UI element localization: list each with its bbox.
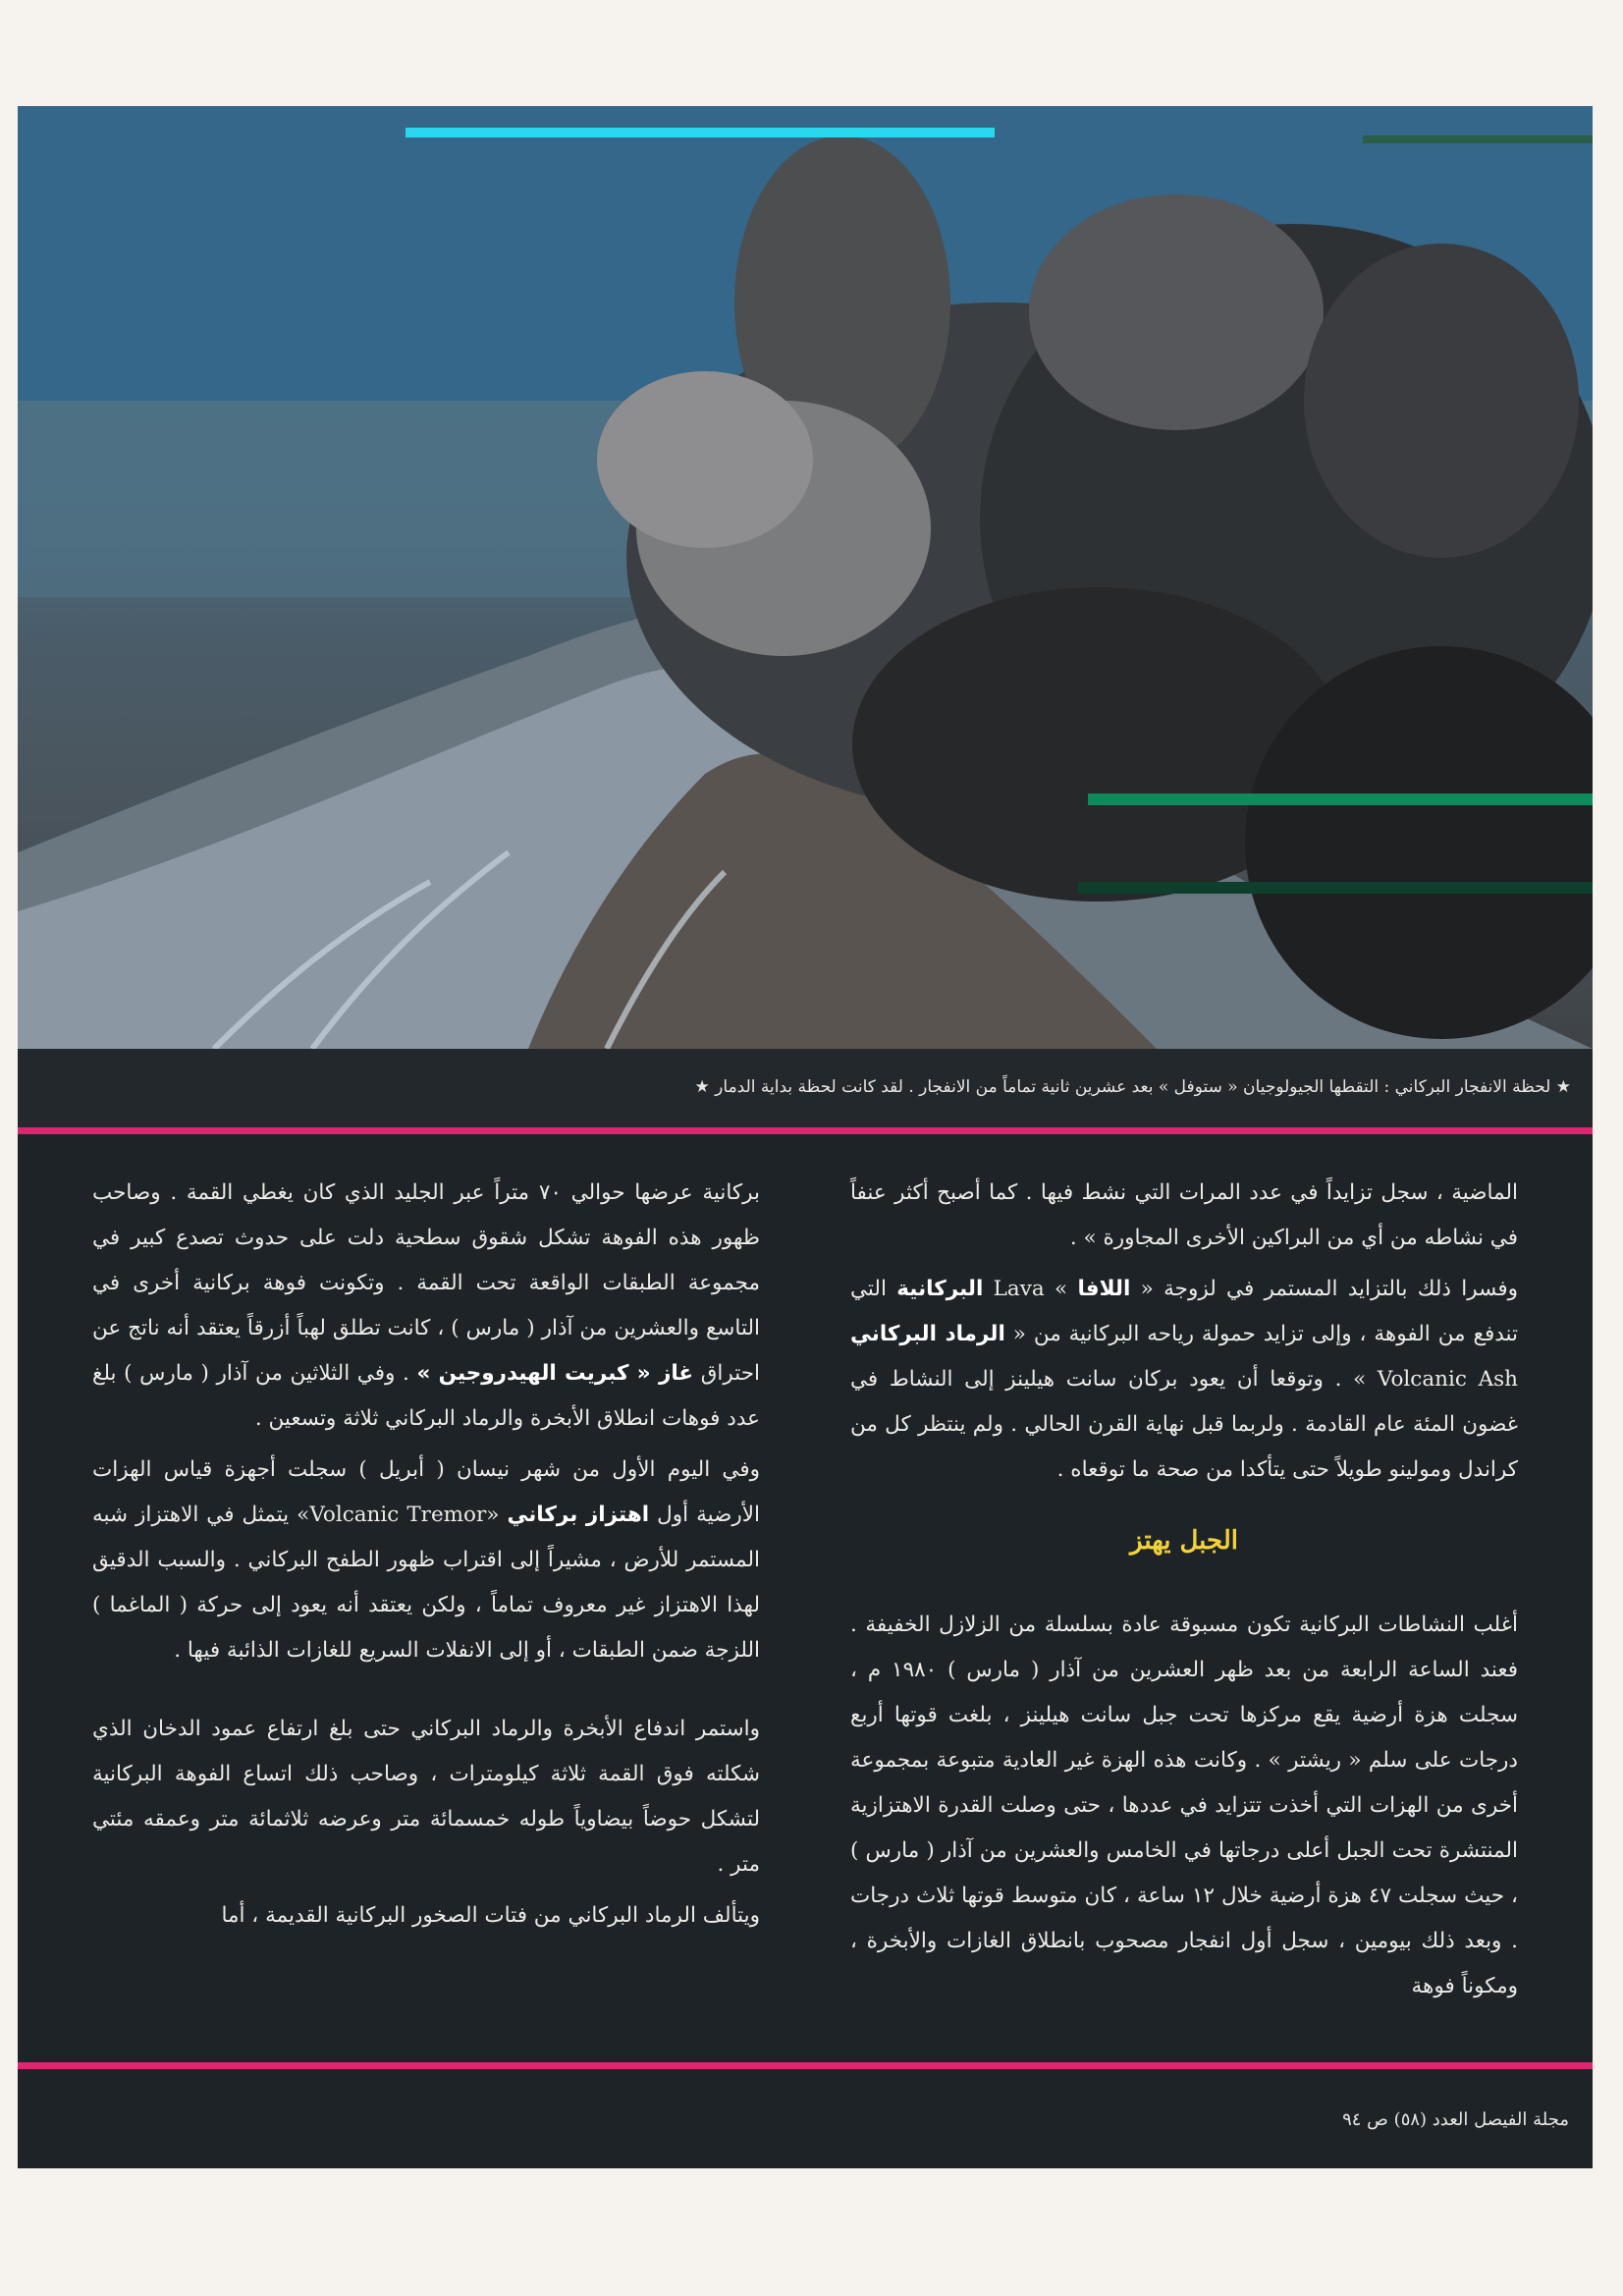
section-heading: الجبل يهتز <box>1130 1526 1238 1556</box>
paragraph: بركانية عرضها حوالي ٧٠ متراً عبر الجليد الذي كان يغطي القمة . وصاحب ظهور هذه الفوهة تشكل شقوق سطحية دلت على حدوث تصدع كبير في مجموعة الطبقات الواقعة تحت القمة . وتكونت فوهة بركانية أخرى في التاسع والعشرين من آذار ( مارس ) ، كانت تطلق لهباً أزرقاً يعتقد أنه ناتج عن احتراق غاز « كبريت الهيدروجين » . وفي الثلاثين من آذار ( مارس ) بلغ عدد فوهات انطلاق الأبخرة والرماد البركاني ثلاثة وتسعين . <box>92 1180 760 1431</box>
photo-caption: ★ لحظة الانفجار البركاني : التقطها الجيولوجيان « ستوفل » بعد عشرين ثانية تماماً من الانفجار . لقد كانت لحظة بداية الدمار ★ <box>694 1077 1571 1097</box>
bottom-divider <box>18 2062 1593 2069</box>
keyword: اللافا <box>1077 1277 1131 1301</box>
paragraph: ويتألف الرماد البركاني من فتات الصخور البركانية القديمة ، أما <box>221 1903 760 1928</box>
caption-bar <box>18 1049 1593 1127</box>
right-column <box>850 1171 1518 2015</box>
keyword: غاز « كبريت الهيدروجين » <box>416 1361 694 1386</box>
paragraph: الماضية ، سجل تزايداً في عدد المرات التي نشط فيها . كما أصبح أكثر عنفاً في نشاطه من أي من البراكين الأخرى المجاورة » . <box>850 1180 1518 1250</box>
magazine-page <box>18 106 1593 2168</box>
top-divider <box>18 1127 1593 1134</box>
paragraph: وفسرا ذلك بالتزايد المستمر في لزوجة « اللافا » Lava البركانية التي تندفع من الفوهة ، وإلى تزايد حمولة رياحه البركانية من « الرماد البركاني Volcanic Ash » . وتوقعا أن يعود بركان سانت هيلينز إلى النشاط في غضون المئة عام القادمة . ولربما قبل نهاية القرن الحالي . ولم ينتظر كل من كراندل ومولينو طويلاً حتى يتأكدا من صحة ما توقعاه . <box>850 1277 1518 1482</box>
paragraph: واستمر اندفاع الأبخرة والرماد البركاني حتى بلغ ارتفاع عمود الدخان الذي شكلته فوق القمة ثلاثة كيلومترات ، وصاحب ذلك اتساع الفوهة البركانية لتشكل حوضاً بيضاوياً طوله خمسمائة متر وعرضه ثلاثمائة متر وعمقه مئتي متر . <box>92 1717 760 1877</box>
volcano-eruption-photo <box>18 106 1593 1049</box>
left-column <box>92 1171 760 1944</box>
keyword: اهتزاز بركاني <box>507 1503 650 1527</box>
paragraph: أغلب النشاطات البركانية تكون مسبوقة عادة بسلسلة من الزلازل الخفيفة . فعند الساعة الرابعة من بعد ظهر العشرين من آذار ( مارس ) ١٩٨٠ م ، سجلت هزة أرضية يقع مركزها تحت جبل سانت هيلينز ، بلغت قوتها أربع درجات على سلم « ريشتر » . وكانت هذه الهزة غير العادية متبوعة بمجموعة أخرى من الهزات التي أخذت تتزايد في عددها ، حتى وصلت القدرة الاهتزازية المنتشرة تحت الجبل أعلى درجاتها في الخامس والعشرين من آذار ( مارس ) ، حيث سجلت ٤٧ هزة أرضية خلال ١٢ ساعة ، كان متوسط قوتها ثلاث درجات . وبعد ذلك بيومين ، سجل أول انفجار مصحوب بانطلاق الغازات والأبخرة ، ومكوناً فوهة <box>850 1613 1518 1998</box>
keyword: الرماد البركاني <box>850 1322 1005 1346</box>
paragraph: وفي اليوم الأول من شهر نيسان ( أبريل ) سجلت أجهزة قياس الهزات الأرضية أول اهتزاز بركاني «Volcanic Tremor» يتمثل في الاهتزاز شبه المستمر للأرض ، مشيراً إلى اقتراب ظهور الطفح البركاني . والسبب الدقيق لهذا الاهتزاز غير معروف تماماً ، ولكن يعتقد أنه يعود إلى حركة ( الماغما ) اللزجة ضمن الطبقات ، أو إلى الانفلات السريع للغازات الذائبة فيها . <box>92 1457 760 1663</box>
page-footer: مجلة الفيصل العدد (٥٨) ص ٩٤ <box>1342 2109 1569 2130</box>
keyword: البركانية <box>896 1277 984 1301</box>
